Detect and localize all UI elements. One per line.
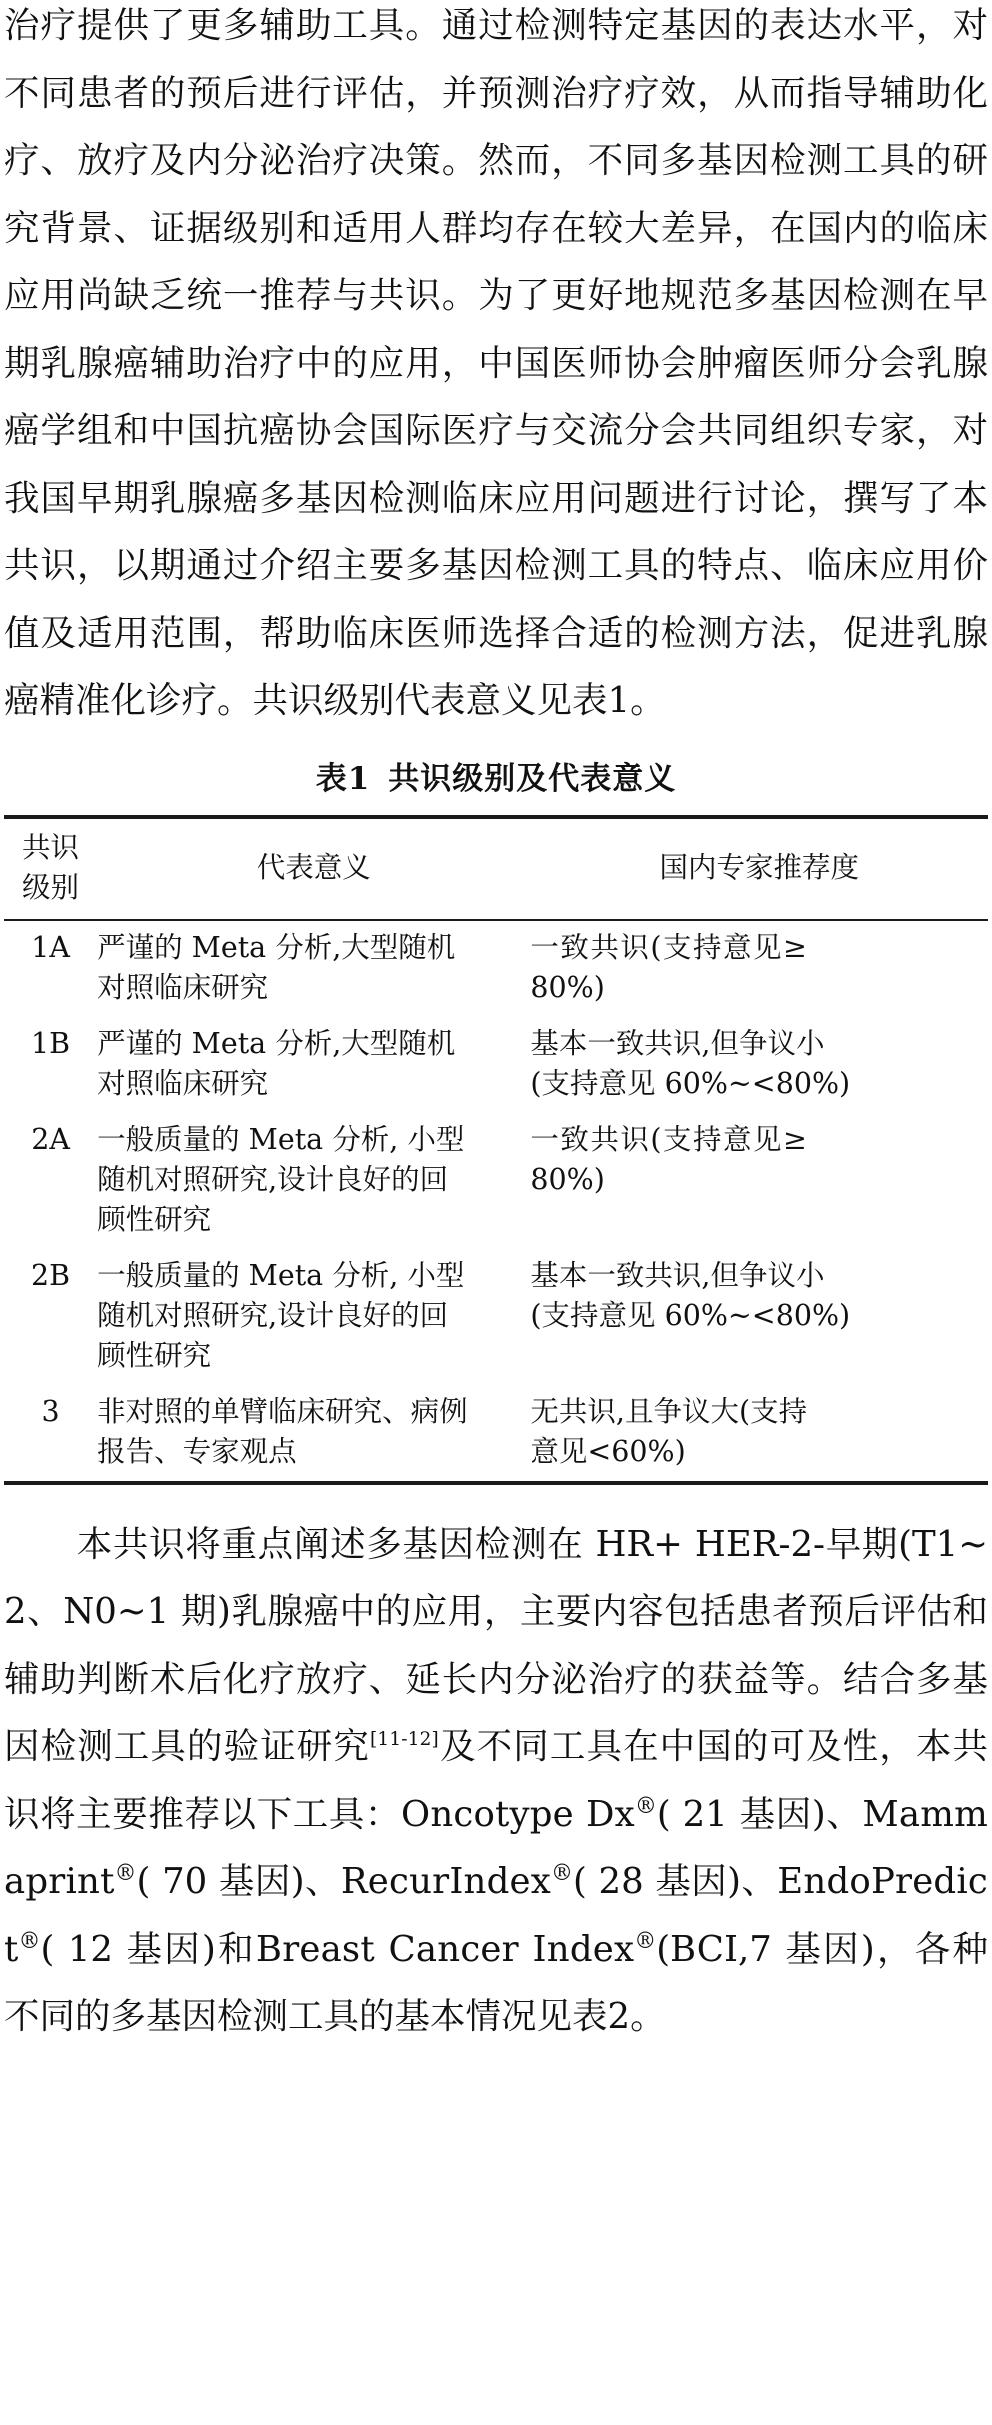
cell-line: (支持意见 60%~<80%) [530,1298,851,1332]
cell-recommendation [530,920,988,1017]
registered-trademark-icon: ® [634,1793,657,1819]
cell-line: 一般质量的 Meta 分析, 小型 [97,1122,465,1156]
table-label: 表1 [315,760,371,797]
cell-recommendation [530,1249,988,1385]
table-row [4,1385,988,1483]
conjunction-and: 和 [215,1928,256,1970]
table-row [4,1113,988,1249]
tool-genes-mammaprint: ( 70 基因)、 [136,1861,341,1902]
tool-genes-breast-cancer-index: (BCI,7 基因) [656,1928,875,1970]
closing-paragraph [4,1511,988,2051]
cell-line: 80%) [530,970,605,1004]
cell-recommendation [530,1385,988,1483]
registered-trademark-icon: ® [634,1928,657,1954]
registered-trademark-icon: ® [18,1928,41,1954]
table-row [4,920,988,1017]
closing-segment-1: 本共识将重点阐述多基因检测在 HR+ HER-2-早期(T1~2、N0~1 期)乳腺癌中的应用，主要内容包括患者预后评估和辅助判断术后化疗放疗、延长内分泌治疗的获益等。结合多基因检测工具的验证研究 [4,1523,988,1767]
cell-meaning [97,1113,530,1249]
column-header-recommendation: 国内专家推荐度 [530,817,988,920]
tool-name-recurindex: RecurIndex [340,1861,551,1902]
cell-recommendation [530,1017,988,1113]
intro-paragraph: 治疗提供了更多辅助工具。通过检测特定基因的表达水平，对不同患者的预后进行评估，并预测治疗疗效，从而指导辅助化疗、放疗及内分泌治疗决策。然而，不同多基因检测工具的研究背景、证据级别和适用人群均存在较大差异，在国内的临床应用尚缺乏统一推荐与共识。为了更好地规范多基因检测在早期乳腺癌辅助治疗中的应用，中国医师协会肿瘤医师分会乳腺癌学组和中国抗癌协会国际医疗与交流分会共同组织专家，对我国早期乳腺癌多基因检测临床应用问题进行讨论，撰写了本共识，以期通过介绍主要多基因检测工具的特点、临床应用价值及适用范围，帮助临床医师选择合适的检测方法，促进乳腺癌精准化诊疗。共识级别代表意义见表1。 [4,5,988,721]
tool-name-oncotype-dx: Oncotype Dx [401,1793,635,1835]
cell-level: 2B [31,1258,71,1292]
reference-citation: [11-12] [370,1729,439,1751]
cell-line: 一致共识(支持意见≥ [530,930,809,964]
tool-name-endopredict: EndoPredict [4,1861,988,1970]
cell-line: 报告、专家观点 [97,1434,297,1468]
cell-line: 一致共识(支持意见≥ [530,1122,809,1156]
cell-line: 严谨的 Meta 分析,大型随机 [97,1026,456,1060]
tool-name-breast-cancer-index: Breast Cancer Index [255,1928,635,1970]
table-header-row [4,817,988,920]
table-caption [4,759,988,799]
cell-line: 意见<60%) [530,1434,686,1468]
registered-trademark-icon: ® [550,1861,573,1887]
column-header-level-line2: 级别 [22,870,80,904]
table-header [4,817,988,920]
table-caption-text: 共识级别及代表意义 [388,760,677,797]
cell-level: 2A [31,1122,70,1156]
cell-level: 3 [4,1385,97,1483]
cell-meaning [97,920,530,1017]
cell-line: 随机对照研究,设计良好的回 [97,1298,449,1332]
cell-level: 1A [31,930,70,964]
tool-genes-recurindex: ( 28 基因)、 [572,1861,778,1902]
tool-genes-oncotype-dx: ( 21 基因)、 [656,1793,863,1835]
cell-line: 随机对照研究,设计良好的回 [97,1162,449,1196]
cell-line: 80%) [530,1162,605,1196]
cell-meaning [97,1249,530,1385]
cell-recommendation [530,1113,988,1249]
table-row [4,1249,988,1385]
cell-line: 严谨的 Meta 分析,大型随机 [97,930,456,964]
registered-trademark-icon: ® [114,1861,137,1887]
cell-line: 非对照的单臂临床研究、病例 [97,1394,468,1428]
cell-line: 对照临床研究 [97,970,269,1004]
consensus-level-table [4,815,988,1485]
cell-line: 基本一致共识,但争议小 [530,1026,825,1060]
table-body [4,920,988,1483]
closing-segment-2: 及不同工具在中国的可及性，本共识将主要推荐以下工具： [4,1726,988,1835]
cell-meaning [97,1385,530,1483]
cell-line: 基本一致共识,但争议小 [530,1258,825,1292]
cell-line: 对照临床研究 [97,1066,269,1100]
table-row [4,1017,988,1113]
column-header-level-line1: 共识 [22,830,80,864]
cell-line: 一般质量的 Meta 分析, 小型 [97,1258,465,1292]
cell-line: 无共识,且争议大(支持 [530,1394,808,1428]
tool-name-mammaprint: Mammaprint [4,1793,988,1902]
cell-line: 顾性研究 [97,1338,212,1372]
closing-segment-3: ，各种不同的多基因检测工具的基本情况见表2。 [4,1928,988,2037]
column-header-level [4,817,97,920]
column-header-meaning: 代表意义 [97,817,530,920]
cell-level: 1B [31,1026,71,1060]
cell-meaning [97,1017,530,1113]
cell-line: (支持意见 60%~<80%) [530,1066,851,1100]
tool-genes-endopredict: ( 12 基因) [40,1928,216,1970]
cell-line: 顾性研究 [97,1202,212,1236]
